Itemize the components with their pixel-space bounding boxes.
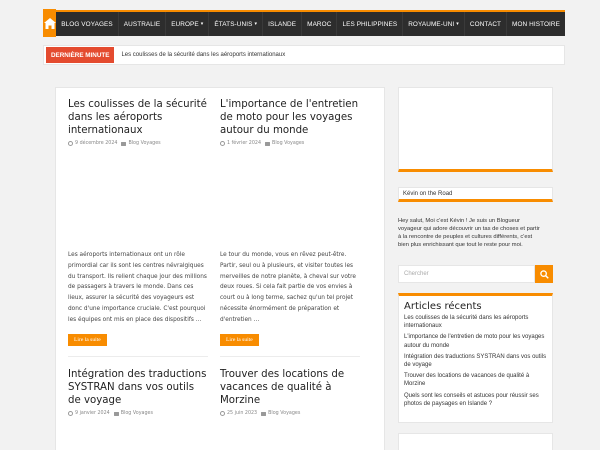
post-excerpt: Le tour du monde, vous en rêvez peut-être. Partir, seul ou à plusieurs, et visiter toutes les merveilles de notre planète, à cheval sur votre deux roues. Si cela fait partie de vos envies à court ou à long terme, sachez qu'un tel projet nécessite énormément de préparation et d'entretien … <box>220 252 356 323</box>
sidebar-bottom-box <box>398 433 553 450</box>
post-divider <box>220 356 360 357</box>
chevron-down-icon: ▾ <box>254 21 258 27</box>
main-content <box>55 87 385 450</box>
post-meta <box>220 141 362 146</box>
post-title[interactable]: Intégration des traductions SYSTRAN dans vos outils de voyage <box>68 369 207 406</box>
read-more-button[interactable]: Lire la suite <box>220 334 259 346</box>
breaking-news-label: DERNIÈRE MINUTE <box>46 47 114 63</box>
recent-post-link[interactable]: Quels sont les conseils et astuces pour réussir ses photos de paysages en Islande ? <box>404 392 539 407</box>
nav-item-philippines[interactable]: LES PHILIPPINES <box>337 12 403 36</box>
post-date: 9 janvier 2024 <box>75 411 110 416</box>
nav-item-islande[interactable]: ISLANDE <box>263 12 302 36</box>
search-icon <box>540 270 549 279</box>
recent-posts-list <box>404 314 547 408</box>
post-category[interactable]: Blog Voyages <box>272 141 305 146</box>
chevron-down-icon: ▾ <box>456 21 459 27</box>
nav-item-contact[interactable]: CONTACT <box>465 12 507 36</box>
search-button[interactable] <box>535 265 553 283</box>
recent-post-link[interactable]: L'importance de l'entretien de moto pour les voyages autour du monde <box>404 334 545 349</box>
folder-icon <box>265 142 270 146</box>
post-title[interactable]: L'importance de l'entretien de moto pour les voyages autour du monde <box>220 99 359 136</box>
recent-post-link[interactable]: Les coulisses de la sécurité dans les aéroports internationaux <box>404 315 529 330</box>
post-date: 25 juin 2023 <box>227 411 258 416</box>
folder-icon <box>121 142 126 146</box>
post-excerpt: Les aéroports internationaux ont un rôle primordial car ils sont les centres névralgiques du transport. Ils relient chaque jour des millions de passagers à travers le monde. Dans ces lieux, assurer la sécurité des voyageurs est donc d'une importance cruciale. C'est pourquoi les équipes ont mis en place des dispositifs … <box>68 252 207 323</box>
post-divider <box>68 356 208 357</box>
breaking-news-bar <box>43 45 565 65</box>
post-excerpt-block <box>68 250 210 346</box>
nav-item-blog-voyages[interactable]: BLOG VOYAGES <box>56 12 119 36</box>
post-category[interactable]: Blog Voyages <box>268 411 301 416</box>
folder-icon <box>114 412 119 416</box>
nav-item-mon-histoire[interactable]: MON HISTOIRE <box>512 20 560 28</box>
post-card <box>68 368 210 416</box>
post-date: 1 février 2024 <box>227 141 262 146</box>
post-card <box>220 368 362 416</box>
clock-icon <box>68 141 73 146</box>
recent-post-link[interactable]: Trouver des locations de vacances de qualité à Morzine <box>404 373 530 388</box>
recent-posts-widget <box>398 293 553 423</box>
home-button[interactable] <box>43 9 56 37</box>
about-text: Hey salut, Moi c'est Kévin ! Je suis un Blogueur voyageur qui adore découvrir un tas de choses et partir à la rencontre de peuples et cultures différents, c'est bien plus enrichissant que tout le reste pour moi. <box>398 218 540 249</box>
main-nav <box>43 10 565 36</box>
read-more-button[interactable]: Lire la suite <box>68 334 107 346</box>
recent-post-link[interactable]: Intégration des traductions SYSTRAN dans vos outils de voyage <box>404 353 547 369</box>
clock-icon <box>220 411 225 416</box>
breaking-news-link[interactable]: Les coulisses de la sécurité dans les aéroports internationaux <box>121 52 286 58</box>
search-input[interactable]: Chercher <box>398 265 535 283</box>
widget-title: Kévin on the Road <box>398 187 553 202</box>
nav-item-europe[interactable]: EUROPE ▾ <box>166 12 209 36</box>
clock-icon <box>220 141 225 146</box>
post-excerpt-block <box>220 250 362 346</box>
nav-item-royaume-uni[interactable]: ROYAUME-UNI ▾ <box>403 12 465 36</box>
recent-posts-title: Articles récents <box>404 301 482 312</box>
clock-icon <box>68 411 73 416</box>
post-meta <box>68 411 210 416</box>
post-meta <box>220 411 362 416</box>
post-title[interactable]: Les coulisses de la sécurité dans les aéroports internationaux <box>68 99 207 136</box>
nav-item-maroc[interactable]: MAROC <box>302 12 337 36</box>
chevron-down-icon: ▾ <box>200 21 204 27</box>
sidebar-ad-box <box>398 87 553 172</box>
home-icon <box>44 18 56 29</box>
post-category[interactable]: Blog Voyages <box>120 411 153 416</box>
post-card <box>220 98 362 146</box>
nav-item-australie[interactable]: AUSTRALIE <box>119 12 166 36</box>
post-date: 9 décembre 2024 <box>75 141 118 146</box>
post-card <box>68 98 210 146</box>
post-category[interactable]: Blog Voyages <box>128 141 161 146</box>
post-meta <box>68 141 210 146</box>
folder-icon <box>261 412 266 416</box>
nav-item-etats-unis[interactable]: ÉTATS-UNIS ▾ <box>209 12 263 36</box>
search-form <box>398 265 553 283</box>
post-title[interactable]: Trouver des locations de vacances de qualité à Morzine <box>220 369 345 406</box>
